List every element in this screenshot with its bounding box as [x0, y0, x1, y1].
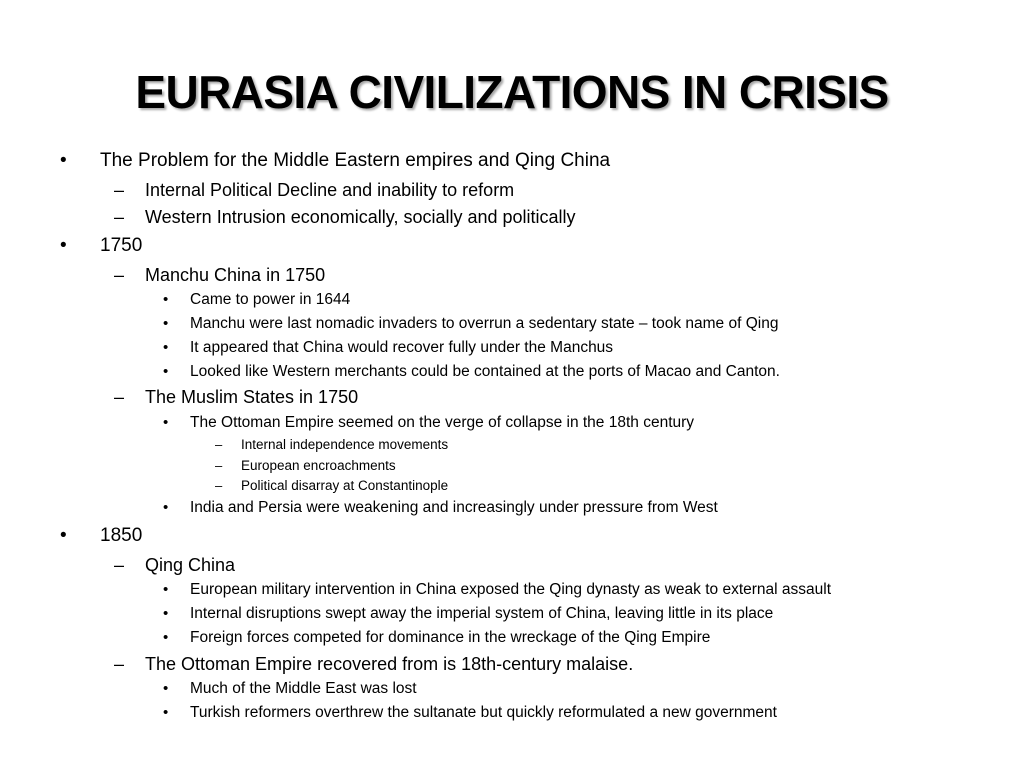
bullet-text: Manchu were last nomadic invaders to overrun a sedentary state – took name of Qing [190, 315, 779, 332]
bullet-item [114, 206, 576, 228]
bullet-text: Internal independence movements [241, 437, 449, 452]
bullet-marker: • [60, 525, 67, 546]
dash-marker: – [215, 437, 223, 452]
bullet-marker: • [60, 235, 67, 256]
bullet-item [163, 628, 711, 648]
bullet-text: Qing China [145, 555, 236, 575]
bullet-item [114, 653, 634, 675]
bullet-item [163, 413, 695, 433]
bullet-marker: • [163, 315, 169, 332]
bullet-text: The Ottoman Empire seemed on the verge of collapse in the 18th century [190, 414, 695, 431]
dash-marker: – [215, 478, 223, 493]
bullet-item [163, 362, 780, 382]
bullet-text: It appeared that China would recover fully under the Manchus [190, 339, 614, 356]
bullet-text: The Problem for the Middle Eastern empires and Qing China [100, 150, 611, 171]
bullet-marker: • [60, 150, 67, 171]
dash-marker: – [114, 207, 125, 227]
bullet-text: The Ottoman Empire recovered from is 18th-century malaise. [145, 654, 634, 674]
bullet-item [163, 338, 614, 358]
bullet-marker: • [163, 291, 169, 308]
bullet-text: Internal Political Decline and inability to reform [145, 180, 515, 200]
bullet-text: The Muslim States in 1750 [145, 387, 359, 407]
bullet-item [163, 580, 832, 600]
bullet-text: Turkish reformers overthrew the sultanate but quickly reformulated a new government [190, 704, 777, 721]
dash-marker: – [114, 555, 125, 575]
bullet-item [163, 679, 417, 699]
bullet-item [163, 703, 777, 723]
bullet-text: Manchu China in 1750 [145, 265, 326, 285]
bullet-marker: • [163, 605, 169, 622]
bullet-marker: • [163, 581, 169, 598]
bullet-text: European military intervention in China exposed the Qing dynasty as weak to external assault [190, 581, 832, 598]
bullet-item [60, 149, 611, 173]
bullet-item [215, 477, 449, 495]
bullet-item [114, 554, 236, 576]
bullet-marker: • [163, 339, 169, 356]
bullet-text: Internal disruptions swept away the imperial system of China, leaving little in its place [190, 605, 774, 622]
dash-marker: – [215, 458, 223, 473]
bullet-text: Political disarray at Constantinople [241, 478, 449, 493]
bullet-text: Western Intrusion economically, socially and politically [145, 207, 576, 227]
dash-marker: – [114, 265, 125, 285]
bullet-item [163, 498, 718, 518]
bullet-marker: • [163, 629, 169, 646]
bullet-item [114, 264, 326, 286]
dash-marker: – [114, 654, 125, 674]
bullet-text: 1850 [100, 525, 143, 546]
bullet-text: Looked like Western merchants could be contained at the ports of Macao and Canton. [190, 363, 780, 380]
bullet-marker: • [163, 704, 169, 721]
bullet-text: Came to power in 1644 [190, 291, 351, 308]
bullet-item [163, 604, 774, 624]
bullet-text: Much of the Middle East was lost [190, 680, 417, 697]
bullet-text: Foreign forces competed for dominance in the wreckage of the Qing Empire [190, 629, 711, 646]
bullet-item [60, 524, 143, 548]
bullet-marker: • [163, 363, 169, 380]
bullet-item [215, 436, 449, 454]
bullet-text: European encroachments [241, 458, 396, 473]
bullet-marker: • [163, 414, 169, 431]
dash-marker: – [114, 180, 125, 200]
bullet-item [163, 290, 351, 310]
bullet-item [163, 314, 779, 334]
bullet-item [60, 234, 143, 258]
bullet-item [215, 457, 396, 475]
bullet-marker: • [163, 680, 169, 697]
bullet-text: 1750 [100, 235, 143, 256]
dash-marker: – [114, 387, 125, 407]
bullet-item [114, 386, 359, 408]
bullet-item [114, 179, 515, 201]
bullet-marker: • [163, 499, 169, 516]
slide-title: EURASIA CIVILIZATIONS IN CRISIS [135, 66, 889, 118]
bullet-text: India and Persia were weakening and increasingly under pressure from West [190, 499, 718, 516]
